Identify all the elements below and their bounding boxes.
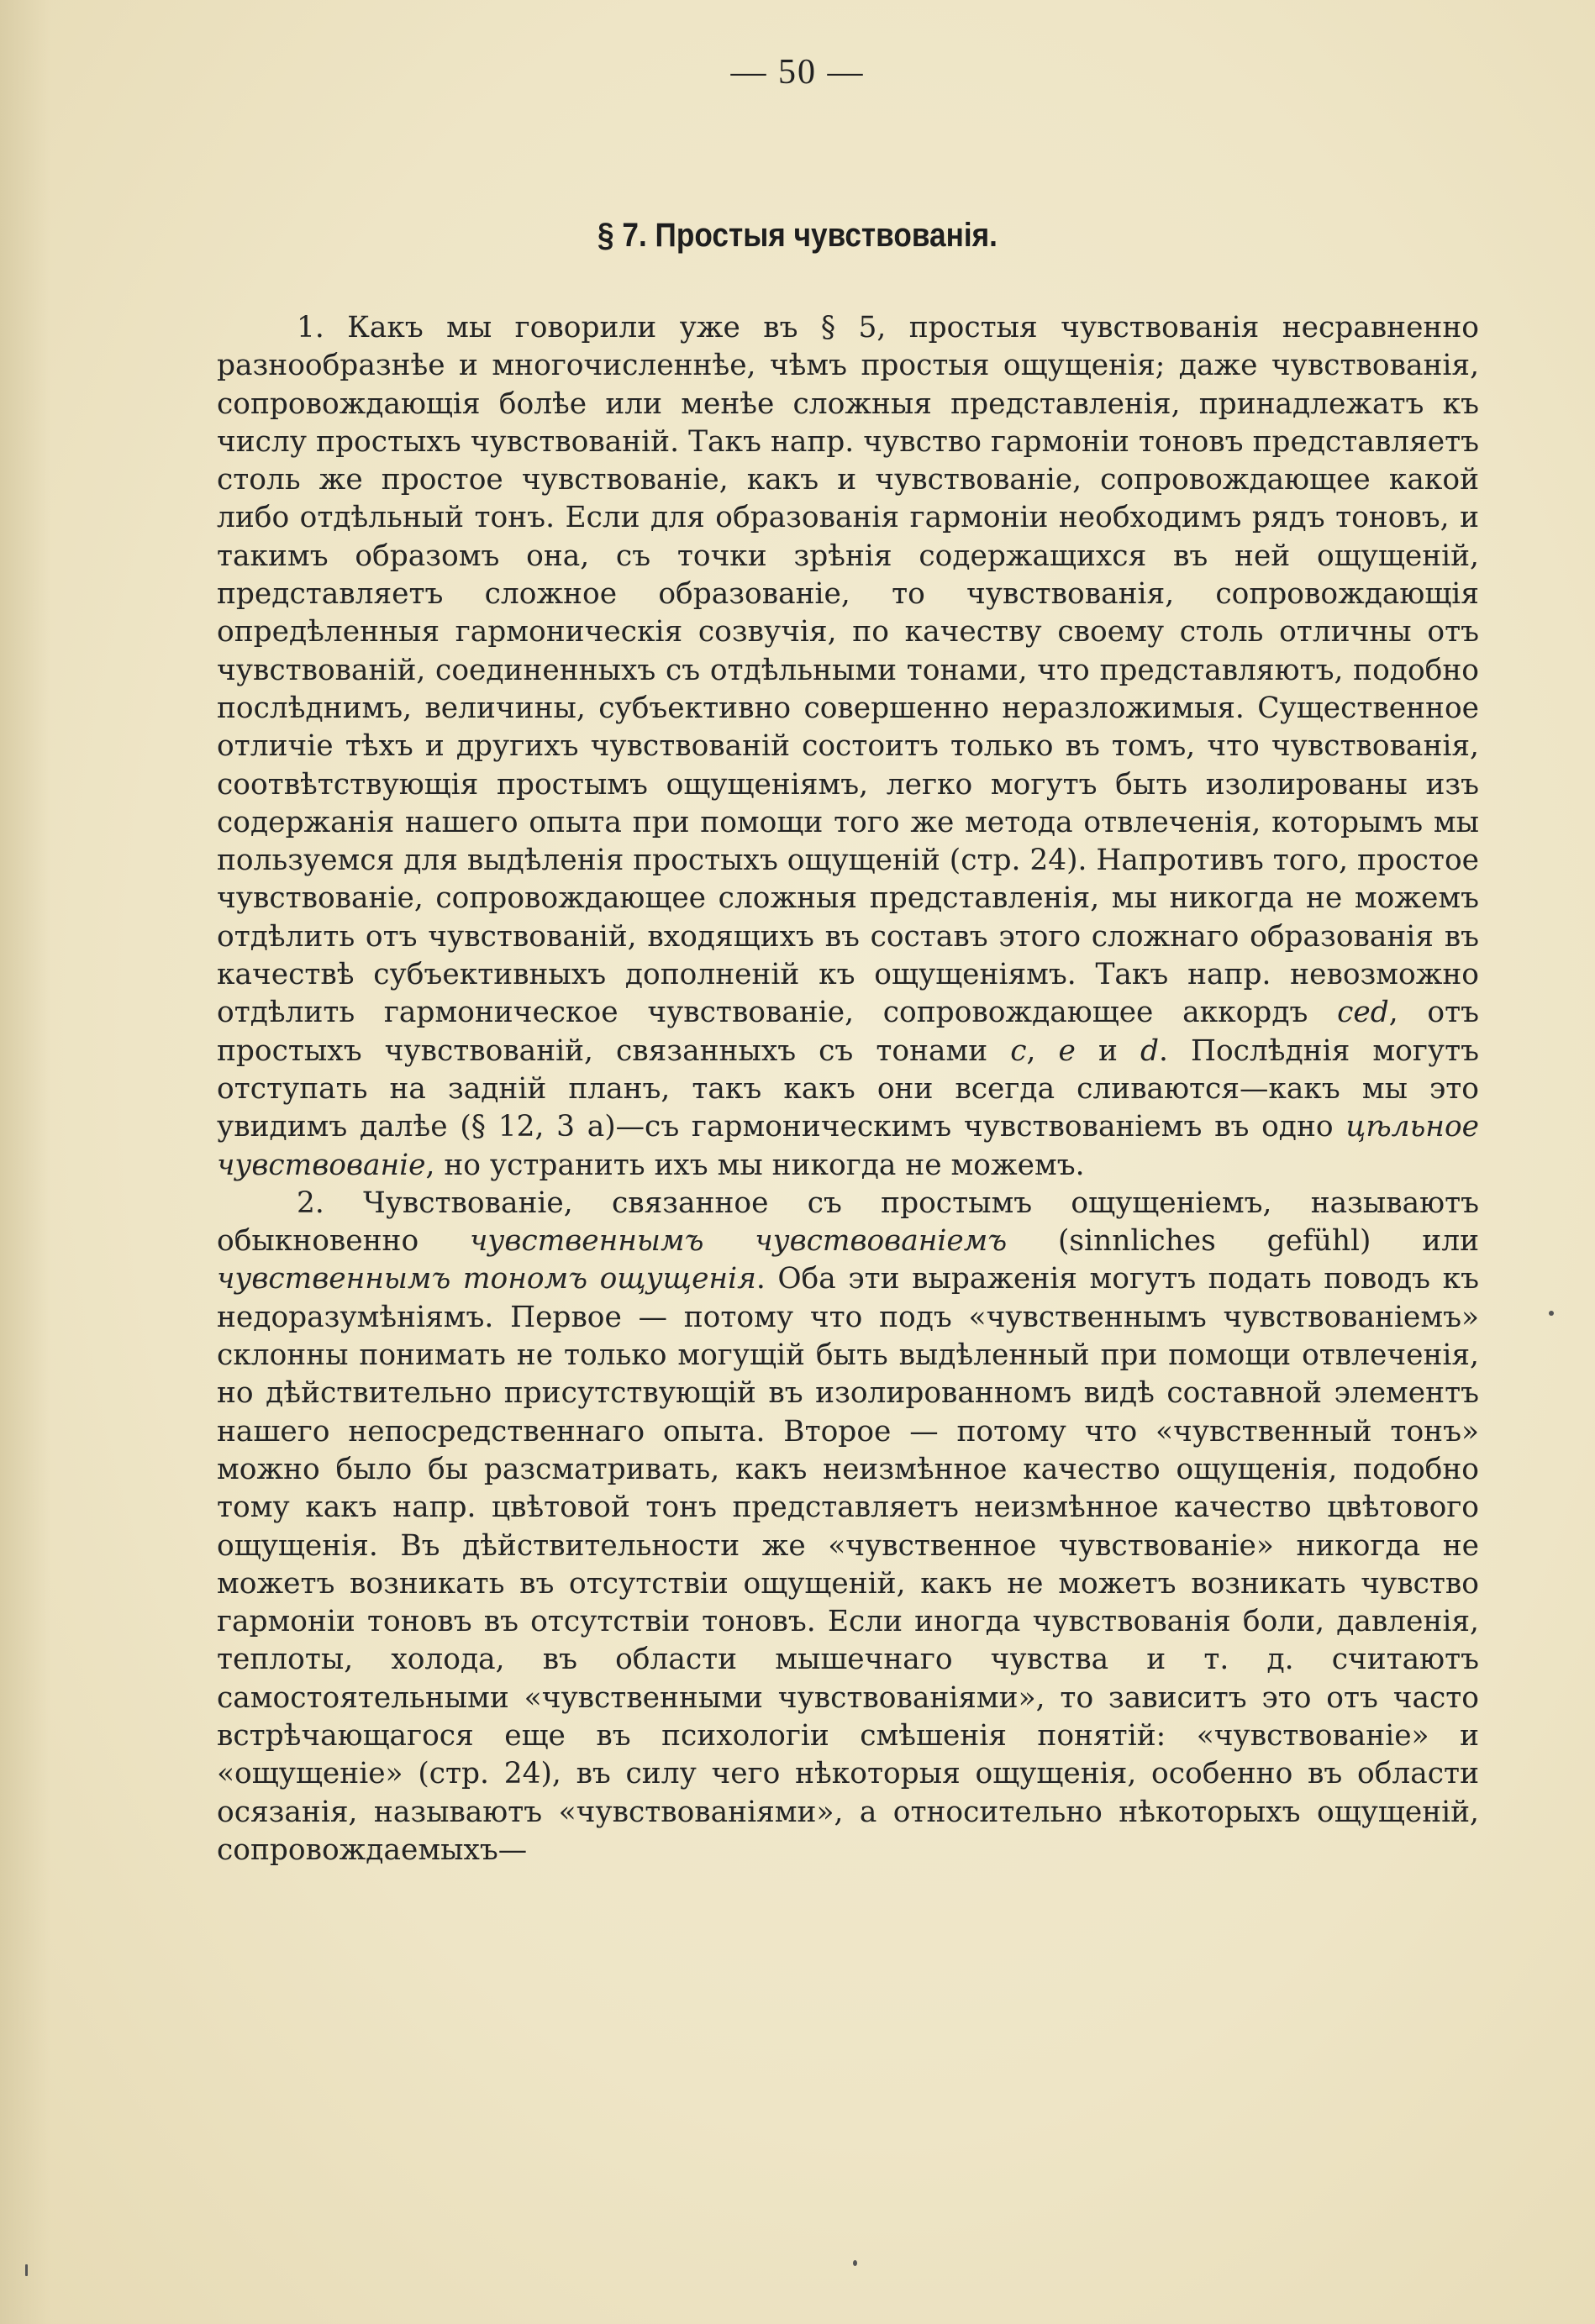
italic-segment: c (1010, 1033, 1027, 1068)
paragraph-2 (217, 1185, 1479, 1869)
italic-segment: e (1058, 1033, 1076, 1068)
italic-segment: чувственнымъ чувствованіемъ (470, 1224, 1008, 1259)
section-heading: § 7. Простыя чувствованія. (597, 217, 998, 254)
body-text (217, 309, 1479, 1869)
ink-speck (25, 2264, 28, 2276)
page-edge-shadow (0, 0, 50, 2324)
ink-speck (1549, 1311, 1554, 1316)
text-segment: , (1026, 1033, 1059, 1068)
italic-segment: d (1140, 1033, 1159, 1068)
text-segment: 2. Чувствованіе, связанное съ простымъ ощущеніемъ, называютъ обыкновенно (217, 1186, 1479, 1259)
text-segment: . Послѣднія могутъ отступать на задній планъ, такъ какъ они всегда сливаются—какъ мы это увидимъ далѣе (§ 12, 3 a)—съ гармоническимъ чувствованіемъ въ одно (217, 1033, 1479, 1144)
ink-speck (853, 2260, 857, 2266)
italic-segment: чувственнымъ тономъ ощущенія (217, 1262, 756, 1296)
page-number: — 50 — (730, 53, 865, 92)
text-segment: 1. Какъ мы говорили уже въ § 5, простыя чувствованія несравненно разнообразнѣе и многочисленнѣе, чѣмъ простыя ощущенія; даже чувствованія, сопровождающія болѣе или менѣе сложныя представленія, принадлежатъ къ числу простыхъ чувствованій. Такъ напр. чувство гармоніи тоновъ представляетъ столь же простое чувствованіе, какъ и чувствованіе, сопровождающее какой либо отдѣльный тонъ. Если для образованія гармоніи необходимъ рядъ тоновъ, и такимъ образомъ она, съ точки зрѣнія содержащихся въ ней ощущеній, представляетъ сложное образованіе, то чувствованія, сопровождающія опредѣленныя гармоническія созвучія, по качеству своему столь отличны отъ чувствованій, соединенныхъ съ отдѣльными тонами, что представляютъ, подобно послѣднимъ, величины, субъективно совершенно неразложимыя. Существенное отличіе тѣхъ и другихъ чувствованій состоитъ только въ томъ, что чувствованія, соотвѣтствующія простымъ ощущеніямъ, легко могутъ быть изолированы изъ содержанія нашего опыта при помощи того же метода отвлеченія, которымъ мы пользуемся для выдѣленія простыхъ ощущеній (стр. 24). Напротивъ того, простое чувствованіе, сопровождающее сложныя представленія, мы никогда не можемъ отдѣлить отъ чувствованій, входящихъ въ составъ этого сложнаго образованія въ качествѣ субъективныхъ дополненій къ ощущеніямъ. Такъ напр. невозможно отдѣлить гармоническое чувствованіе, сопровождающее аккордъ (217, 311, 1479, 1030)
italic-segment: цѣльное чувствованіе (217, 1110, 1479, 1182)
text-segment: , но устранить ихъ мы никогда не можемъ. (425, 1148, 1085, 1182)
text-segment: , отъ простыхъ чувствованій, связанныхъ съ тонами (217, 996, 1479, 1068)
paragraph-1 (217, 309, 1479, 1185)
text-segment: и (1075, 1033, 1140, 1068)
italic-segment: ced (1337, 996, 1389, 1030)
text-segment: . Оба эти выраженія могутъ подать поводъ къ недоразумѣніямъ. Первое — потому что подъ «чувственнымъ чувствованіемъ» склонны понимать не только могущій быть выдѣленный при помощи отвлеченія, но дѣйствительно присутствующій въ изолированномъ видѣ составной элементъ нашего непосредственнаго опыта. Второе — потому что «чувственный тонъ» можно было бы разсматривать, какъ неизмѣнное качество ощущенія, подобно тому какъ напр. цвѣтовой тонъ представляетъ неизмѣнное качество цвѣтового ощущенія. Въ дѣйствительности же «чувственное чувствованіе» никогда не можетъ возникать въ отсутствіи ощущеній, какъ не можетъ возникать чувство гармоніи тоновъ въ отсутствіи тоновъ. Если иногда чувствованія боли, давленія, теплоты, холода, въ области мышечнаго чувства и т. д. считаютъ самостоятельными «чувственными чувствованіями», то зависитъ это отъ часто встрѣчающагося еще въ психологіи смѣшенія понятій: «чувствованіе» и «ощущеніе» (стр. 24), въ силу чего нѣкоторыя ощущенія, особенно въ области осязанія, называютъ «чувствованіями», а относительно нѣкоторыхъ ощущеній, сопровождаемыхъ— (217, 1262, 1479, 1867)
text-segment: (sinnliches gefühl) или (1007, 1224, 1479, 1259)
